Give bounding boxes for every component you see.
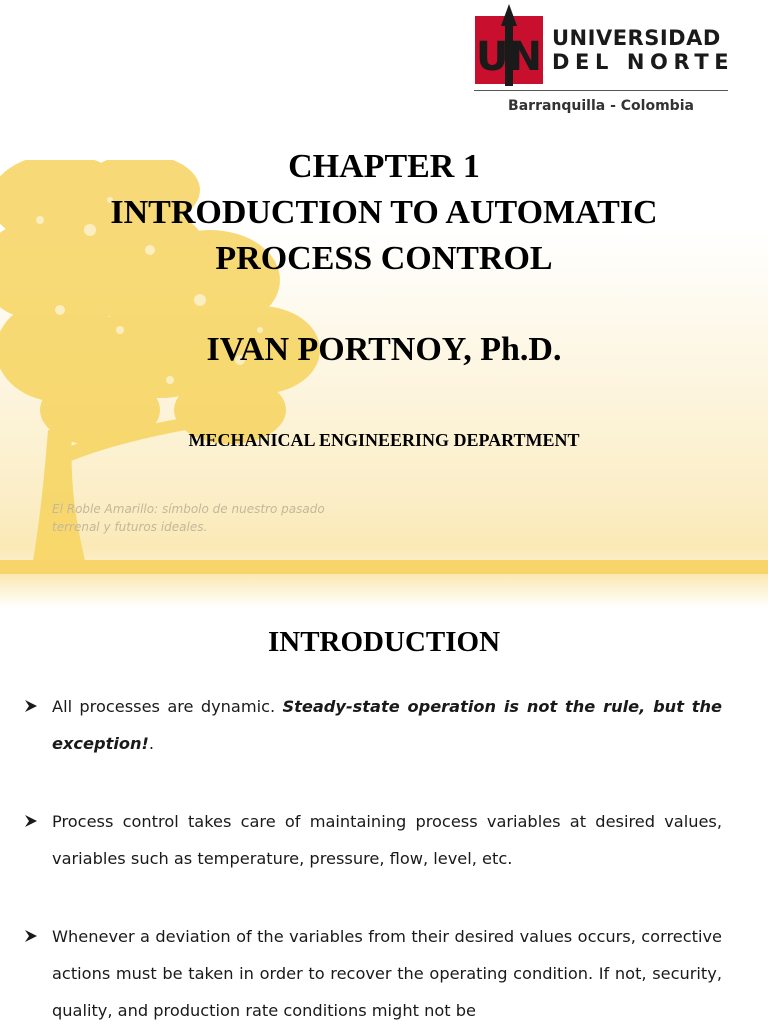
ground-band [0, 560, 768, 574]
author-name: IVAN PORTNOY, Ph.D. [206, 331, 562, 368]
university-logo [472, 4, 735, 124]
bullet-1-text: All processes are dynamic. [52, 697, 283, 716]
arrow-bullet-icon [24, 814, 38, 828]
un-logo-mark-icon [475, 4, 543, 86]
bullet-item-2 [22, 803, 722, 877]
bullet-item-3 [22, 918, 722, 1024]
caption-line-2: terrenal y futuros ideales. [52, 520, 208, 534]
bullet-item-1 [22, 688, 722, 762]
slide-title [84, 144, 684, 282]
title-line-1: CHAPTER 1 [288, 148, 480, 185]
bullet-3-text: Whenever a deviation of the variables from their desired values occurs, corrective actions must be taken in order to recover the operating condition. If not, security, quality, and production rate conditions might not be [52, 927, 722, 1020]
bullet-list [22, 688, 722, 1024]
logo-name-line1: UNIVERSIDAD [552, 26, 721, 50]
department-name: MECHANICAL ENGINEERING DEPARTMENT [188, 430, 580, 450]
title-line-3: PROCESS CONTROL [215, 240, 553, 277]
bullet-2-text: Process control takes care of maintaining process variables at desired values, variables such as temperature, pressure, flow, level, etc. [52, 812, 722, 868]
bullet-1-emphasis: Steady-state operation is not the rule, but the exception! [52, 697, 722, 753]
title-line-2: INTRODUCTION TO AUTOMATIC [110, 194, 658, 231]
logo-mark-text: UN [476, 34, 542, 80]
logo-divider [474, 90, 728, 91]
bullet-1-end: . [148, 734, 155, 753]
arrow-bullet-icon [24, 699, 38, 713]
arrow-bullet-icon [24, 929, 38, 943]
logo-city: Barranquilla - Colombia [508, 98, 694, 114]
caption-line-1: El Roble Amarillo: símbolo de nuestro pasado [52, 502, 325, 516]
tree-caption [52, 500, 372, 536]
ground-fade [0, 574, 768, 608]
logo-name-line2: DEL NORTE [552, 50, 735, 74]
introduction-heading: INTRODUCTION [267, 626, 501, 658]
